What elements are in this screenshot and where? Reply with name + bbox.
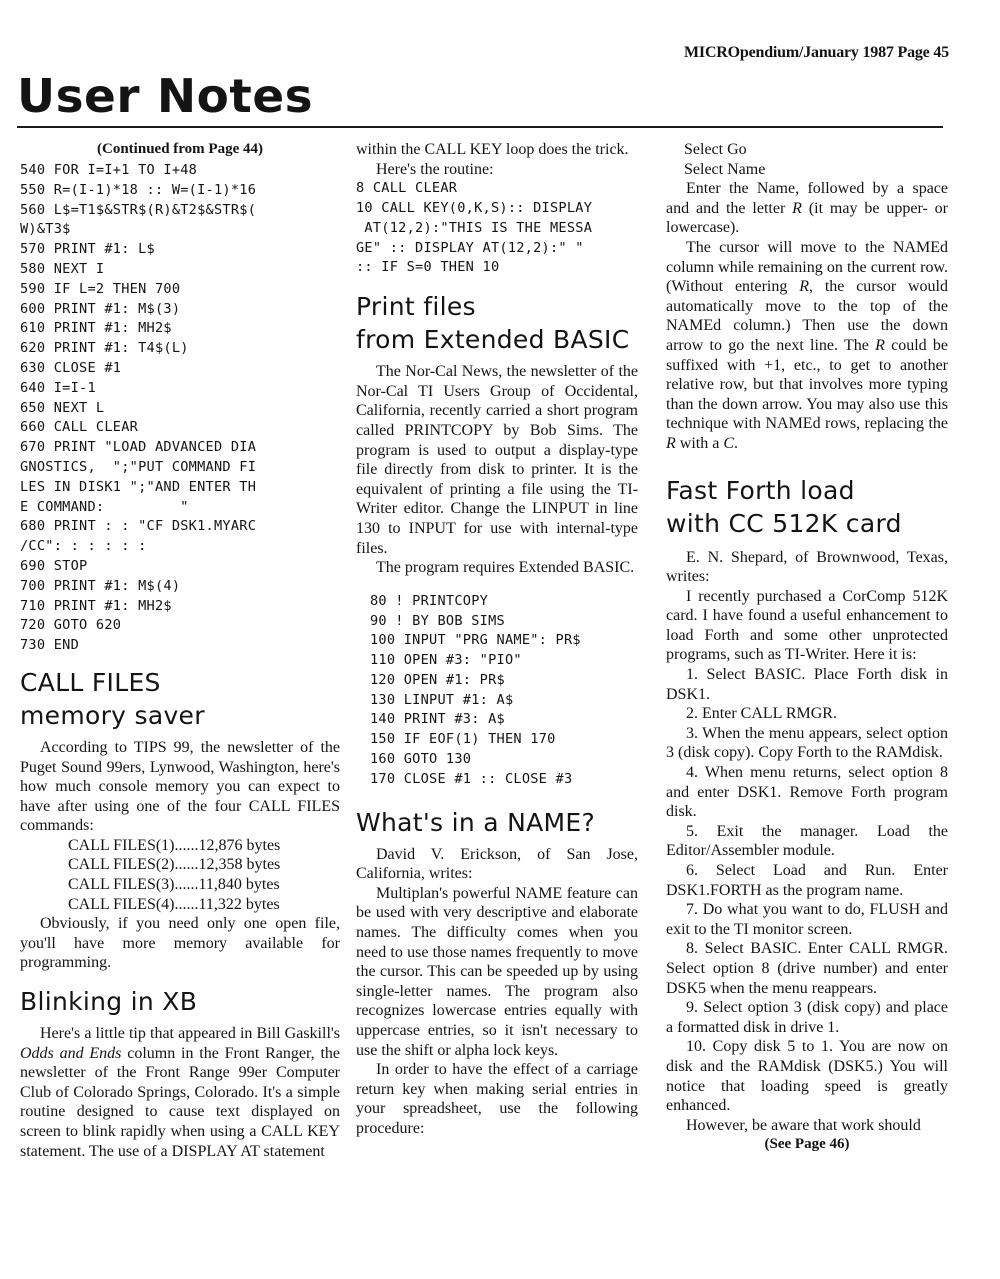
code-line: 90 ! BY BOB SIMS — [370, 612, 505, 629]
code-line: 590 IF L=2 THEN 700 — [20, 280, 181, 297]
code-line: 570 PRINT #1: L$ — [20, 241, 155, 258]
code-line: 630 CLOSE #1 — [20, 359, 122, 376]
running-head: MICROpendium/January 1987 Page 45 — [684, 44, 949, 61]
paragraph: David V. Erickson, of San Jose, California, writes: — [356, 845, 638, 883]
code-line: E COMMAND: " — [20, 498, 189, 515]
paragraph: According to TIPS 99, the newsletter of the Puget Sound 99ers, Lynwood, Washington, here's how much console memory you can expect to have after using one of the four CALL FILES commands: — [20, 738, 340, 835]
paragraph: The Nor-Cal News, the newsletter of the Nor-Cal TI Users Group of Occidental, California, recently carried a short program called PRINTCOPY by Bob Sims. The program is used to output a display-type file directly from disk to printer. It is the equivalent of printing a file using the TI-Writer editor. Change the LINPUT in line 130 to INPUT for use with internal-type files. — [356, 363, 638, 557]
files-row: CALL FILES(4)......11,322 bytes — [68, 895, 280, 913]
code-line: 120 OPEN #1: PR$ — [370, 671, 505, 688]
code-line: 620 PRINT #1: T4$(L) — [20, 340, 189, 357]
code-line: 650 NEXT L — [20, 399, 105, 416]
code-line: 720 GOTO 620 — [20, 617, 122, 634]
paragraph: Enter the Name, followed by a space and and the letter R (it may be upper- or lowercase). — [666, 180, 948, 237]
heading-line: Fast Forth load — [666, 475, 855, 505]
files-row: CALL FILES(2)......12,358 bytes — [68, 856, 281, 874]
code-line: 690 STOP — [20, 557, 88, 574]
code-line: 110 OPEN #3: "PIO" — [370, 652, 522, 669]
step: 8. Select BASIC. Enter CALL RMGR. Select option 8 (drive number) and enter DSK5 when the menu reappears. — [666, 940, 948, 997]
code-line: 640 I=I-1 — [20, 379, 96, 396]
code-line: GE" :: DISPLAY AT(12,2):" " — [356, 239, 584, 256]
code-line: 10 CALL KEY(0,K,S):: DISPLAY — [356, 199, 593, 216]
code-line: 560 L$=T1$&STR$(R)&T2$&STR$( — [20, 201, 257, 218]
code-line: 670 PRINT "LOAD ADVANCED DIA — [20, 439, 257, 456]
code-line: 600 PRINT #1: M$(3) — [20, 300, 181, 317]
paragraph: Here's a little tip that appeared in Bill Gaskill's Odds and Ends column in the Front Ranger, the newsletter of the Front Range 99er Computer Club of Colorado Springs, Colorado. It's a simple routine designed to cause text displayed on screen to blink rapidly when using a CALL KEY statement. The use of a DISPLAY AT statement — [20, 1025, 341, 1160]
code-line: 540 FOR I=I+1 TO I+48 — [20, 162, 198, 178]
step: 7. Do what you want to do, FLUSH and exit to the TI monitor screen. — [666, 901, 948, 938]
heading-line: from Extended BASIC — [356, 325, 630, 355]
heading-line: CALL FILES — [20, 667, 161, 697]
heading-line: Print files — [356, 292, 476, 322]
italic-title: Odds and Ends — [20, 1044, 122, 1062]
see-page-reference: (See Page 46) — [764, 1136, 850, 1153]
code-listing-2 — [356, 179, 638, 278]
paragraph: I recently purchased a CorComp 512K card. I have found a useful enhancement to load Forth and some other unprotected programs, such as TI-Writer. Here it is: — [666, 587, 948, 664]
code-line: 680 PRINT : : "CF DSK1.MYARC — [20, 518, 257, 535]
code-listing-1 — [20, 161, 340, 656]
call-files-heading — [20, 666, 340, 732]
paragraph: Multiplan's powerful NAME feature can be used with very descriptive and elaborate names. The difficulty comes when you need to use those names frequently to move the cursor. This can be speeded up by using single-letter names. The program also recognizes lowercase entries equally with uppercase entries, so it isn't necessary to use the shift or alpha lock keys. — [356, 884, 638, 1059]
step: 4. When menu returns, select option 8 and enter DSK1. Remove Forth program disk. — [666, 764, 948, 821]
paragraph: Here's the routine: — [376, 160, 494, 178]
code-line: 550 R=(I-1)*18 :: W=(I-1)*16 — [20, 181, 257, 198]
name-heading: What's in a NAME? — [356, 807, 596, 837]
code-line: W)&T3$ — [20, 221, 71, 238]
code-line: 80 ! PRINTCOPY — [370, 592, 489, 609]
step: 2. Enter CALL RMGR. — [686, 705, 837, 723]
continued-note: (Continued from Page 44) — [97, 141, 263, 157]
step: 5. Exit the manager. Load the Editor/Assembler module. — [666, 822, 948, 860]
step: 10. Copy disk 5 to 1. You are now on disk and the RAMdisk (DSK5.) You will notice that loading speed is greatly enhanced. — [666, 1038, 948, 1115]
paragraph: Select Name — [684, 160, 766, 178]
fast-forth-heading — [666, 474, 948, 540]
code-line: :: IF S=0 THEN 10 — [356, 259, 500, 276]
code-line: 150 IF EOF(1) THEN 170 — [370, 731, 556, 748]
code-line: 610 PRINT #1: MH2$ — [20, 320, 172, 337]
code-line: 660 CALL CLEAR — [20, 419, 139, 436]
paragraph: Obviously, if you need only one open file, you'll have more memory available for programming. — [20, 915, 340, 972]
paragraph: The cursor will move to the NAMEd column while remaining on the current row. (Without entering R, the cursor would automatically move to the top of the NAMEd column.) Then use the down arrow to go the next line. The R could be suffixed with +1, etc., to get to another relative row, but that involves more typing than the down arrow. You may also use this technique with NAMEd rows, replacing the R with a C. — [666, 238, 948, 452]
section-title: User Notes — [17, 69, 314, 123]
step: 1. Select BASIC. Place Forth disk in DSK1. — [666, 666, 948, 703]
paragraph: In order to have the effect of a carriage return key when making serial entries in your spreadsheet, use the following procedure: — [356, 1061, 638, 1137]
code-listing-3 — [356, 592, 638, 790]
files-row: CALL FILES(3)......11,840 bytes — [68, 876, 280, 894]
paragraph: The program requires Extended BASIC. — [376, 559, 635, 577]
code-line: 730 END — [20, 637, 80, 654]
code-line: AT(12,2):"THIS IS THE MESSA — [356, 219, 593, 236]
code-line: LES IN DISK1 ";"AND ENTER TH — [20, 478, 257, 495]
files-row: CALL FILES(1)......12,876 bytes — [68, 836, 281, 854]
code-line: 710 PRINT #1: MH2$ — [20, 597, 172, 614]
code-line: 130 LINPUT #1: A$ — [370, 691, 514, 708]
code-line: GNOSTICS, ";"PUT COMMAND FI — [20, 458, 257, 475]
print-files-heading — [356, 290, 638, 356]
step: 9. Select option 3 (disk copy) and place a formatted disk in drive 1. — [666, 999, 948, 1036]
column-1 — [20, 140, 340, 1161]
code-line: /CC": : : : : : — [20, 538, 147, 555]
heading-line: memory saver — [20, 700, 205, 730]
paragraph: Select Go — [684, 141, 747, 158]
blinking-heading: Blinking in XB — [20, 987, 198, 1017]
paragraph: However, be aware that work should — [686, 1116, 921, 1134]
heading-line: with CC 512K card — [666, 508, 902, 538]
column-2 — [356, 140, 638, 1139]
paragraph: within the CALL KEY loop does the trick. — [356, 141, 629, 158]
paragraph: E. N. Shepard, of Brownwood, Texas, writes: — [666, 548, 948, 586]
column-3 — [666, 140, 948, 1154]
header-rule — [17, 126, 943, 128]
step: 3. When the menu appears, select option 3 (disk copy). Copy Forth to the RAMdisk. — [666, 724, 948, 762]
code-line: 580 NEXT I — [20, 260, 105, 277]
code-line: 140 PRINT #3: A$ — [370, 711, 505, 728]
code-line: 700 PRINT #1: M$(4) — [20, 577, 181, 594]
code-line: 170 CLOSE #1 :: CLOSE #3 — [370, 770, 573, 787]
code-line: 100 INPUT "PRG NAME": PR$ — [370, 632, 581, 649]
step: 6. Select Load and Run. Enter DSK1.FORTH as the program name. — [666, 862, 948, 899]
code-line: 8 CALL CLEAR — [356, 180, 458, 197]
code-line: 160 GOTO 130 — [370, 751, 472, 768]
